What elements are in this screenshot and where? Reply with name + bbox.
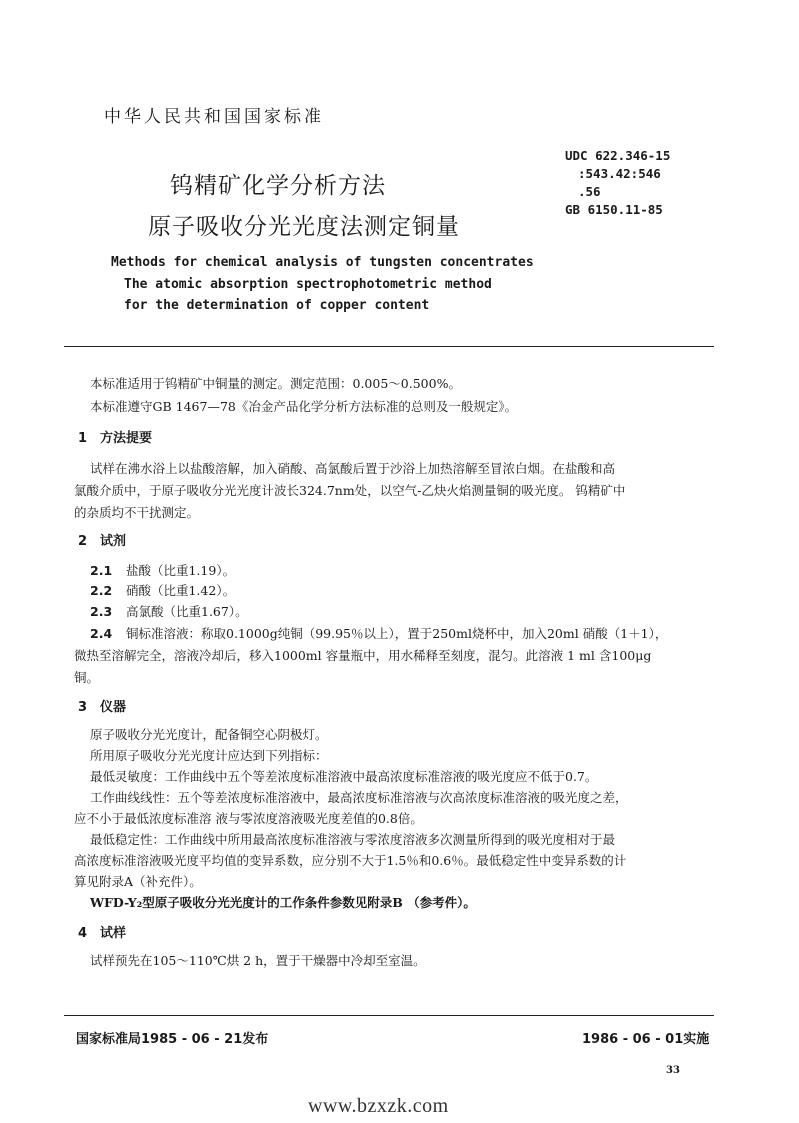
title-en-line-3: for the determination of copper content [124,298,430,313]
reagent-item [90,561,235,579]
reagent-number: 2.3 [90,604,113,619]
reagent-continuation: 微热至溶解完全，溶液冷却后，移入1000ml 容量瓶中，用水稀释至刻度，混匀。此溶液 1 ml 含100μg [74,648,652,663]
section-1-title: 1 方法提要 [78,431,153,446]
issue-date: 国家标准局1985 - 06 - 21发布 [76,1032,269,1047]
section-3-line: 算见附录A（补充件）。 [74,874,202,889]
section-2-title: 2 试剂 [78,534,127,549]
section-1-line: 氯酸介质中，于原子吸收分光光度计波长324.7nm处，以空气-乙炔火焰测量铜的吸光度。 钨精矿中 [74,483,626,498]
section-3-line: 高浓度标准溶液吸光度平均值的变异系数，应分别不大于1.5％和0.6％。最低稳定性中变异系数的计 [74,853,627,868]
section-3-line: 所用原子吸收分光光度计应达到下列指标： [90,748,328,763]
reagent-number: 2.1 [90,563,113,578]
intro-compliance: 本标准遵守GB 1467—78《冶金产品化学分析方法标准的总则及一般规定》。 [90,399,518,414]
section-1-line: 的杂质均不干扰测定。 [74,505,200,520]
section-3-line: 工作曲线线性：五个等差浓度标准溶液中，最高浓度标准溶液与次高浓度标准溶液的吸光度之差， [90,790,628,805]
udc-line-1: UDC 622.346-15 [565,148,671,163]
title-cn-line-1: 钨精矿化学分析方法 [170,173,386,199]
section-3-title: 3 仪器 [78,700,127,715]
udc-line-2: :543.42:546 [578,166,661,181]
gb-standard-number: GB 6150.11-85 [565,202,663,217]
reagent-text: 铜标准溶液：称取0.1000g纯铜（99.95％以上），置于250ml烧杯中，加入20ml 硝酸（1＋1）， [125,626,668,641]
footer-divider [64,1015,714,1016]
reagent-item [90,602,248,620]
reagent-number: 2.2 [90,583,113,598]
reagent-number: 2.4 [90,626,113,641]
reagent-continuation: 铜。 [74,670,100,685]
title-en-line-2: The atomic absorption spectrophotometric method [124,277,492,292]
section-3-line: WFD-Y₂型原子吸收分光光度计的工作条件参数见附录B （参考件）。 [90,895,476,910]
reagent-text: 高氯酸（比重1.67）。 [125,604,248,619]
national-standard-header: 中华人民共和国国家标准 [104,107,324,127]
reagent-text: 盐酸（比重1.19）。 [125,563,236,578]
section-4-title: 4 试样 [78,926,127,941]
effective-date: 1986 - 06 - 01实施 [582,1032,710,1047]
section-3-line: 最低稳定性：工作曲线中所用最高浓度标准溶液与零浓度溶液多次测量所得到的吸光度相对于最 [90,832,616,847]
section-3-line: 最低灵敏度：工作曲线中五个等差浓度标准溶液中最高浓度标准溶液的吸光度应不低于0.7。 [90,769,598,784]
section-3-line: 原子吸收分光光度计，配备铜空心阴极灯。 [90,727,328,742]
reagent-item [90,581,235,599]
header-divider [64,346,714,347]
reagent-text: 硝酸（比重1.42）。 [125,583,236,598]
watermark: www.bzxzk.com [308,1095,449,1117]
title-en-line-1: Methods for chemical analysis of tungsten concentrates [111,255,534,270]
reagent-item [90,624,667,642]
udc-line-3: .56 [578,184,601,199]
page-number: 33 [666,1065,680,1076]
title-cn-line-2: 原子吸收分光光度法测定铜量 [148,214,460,240]
intro-scope: 本标准适用于钨精矿中铜量的测定。测定范围：0.005～0.500%。 [90,376,461,391]
section-4-line: 试样预先在105～110℃烘 2 h，置于干燥器中冷却至室温。 [90,953,426,968]
section-3-line: 应不小于最低浓度标准溶 液与零浓度溶液吸光度差值的0.8倍。 [74,811,423,826]
section-1-line: 试样在沸水浴上以盐酸溶解，加入硝酸、高氯酸后置于沙浴上加热溶解至冒浓白烟。在盐酸和高 [90,461,616,476]
